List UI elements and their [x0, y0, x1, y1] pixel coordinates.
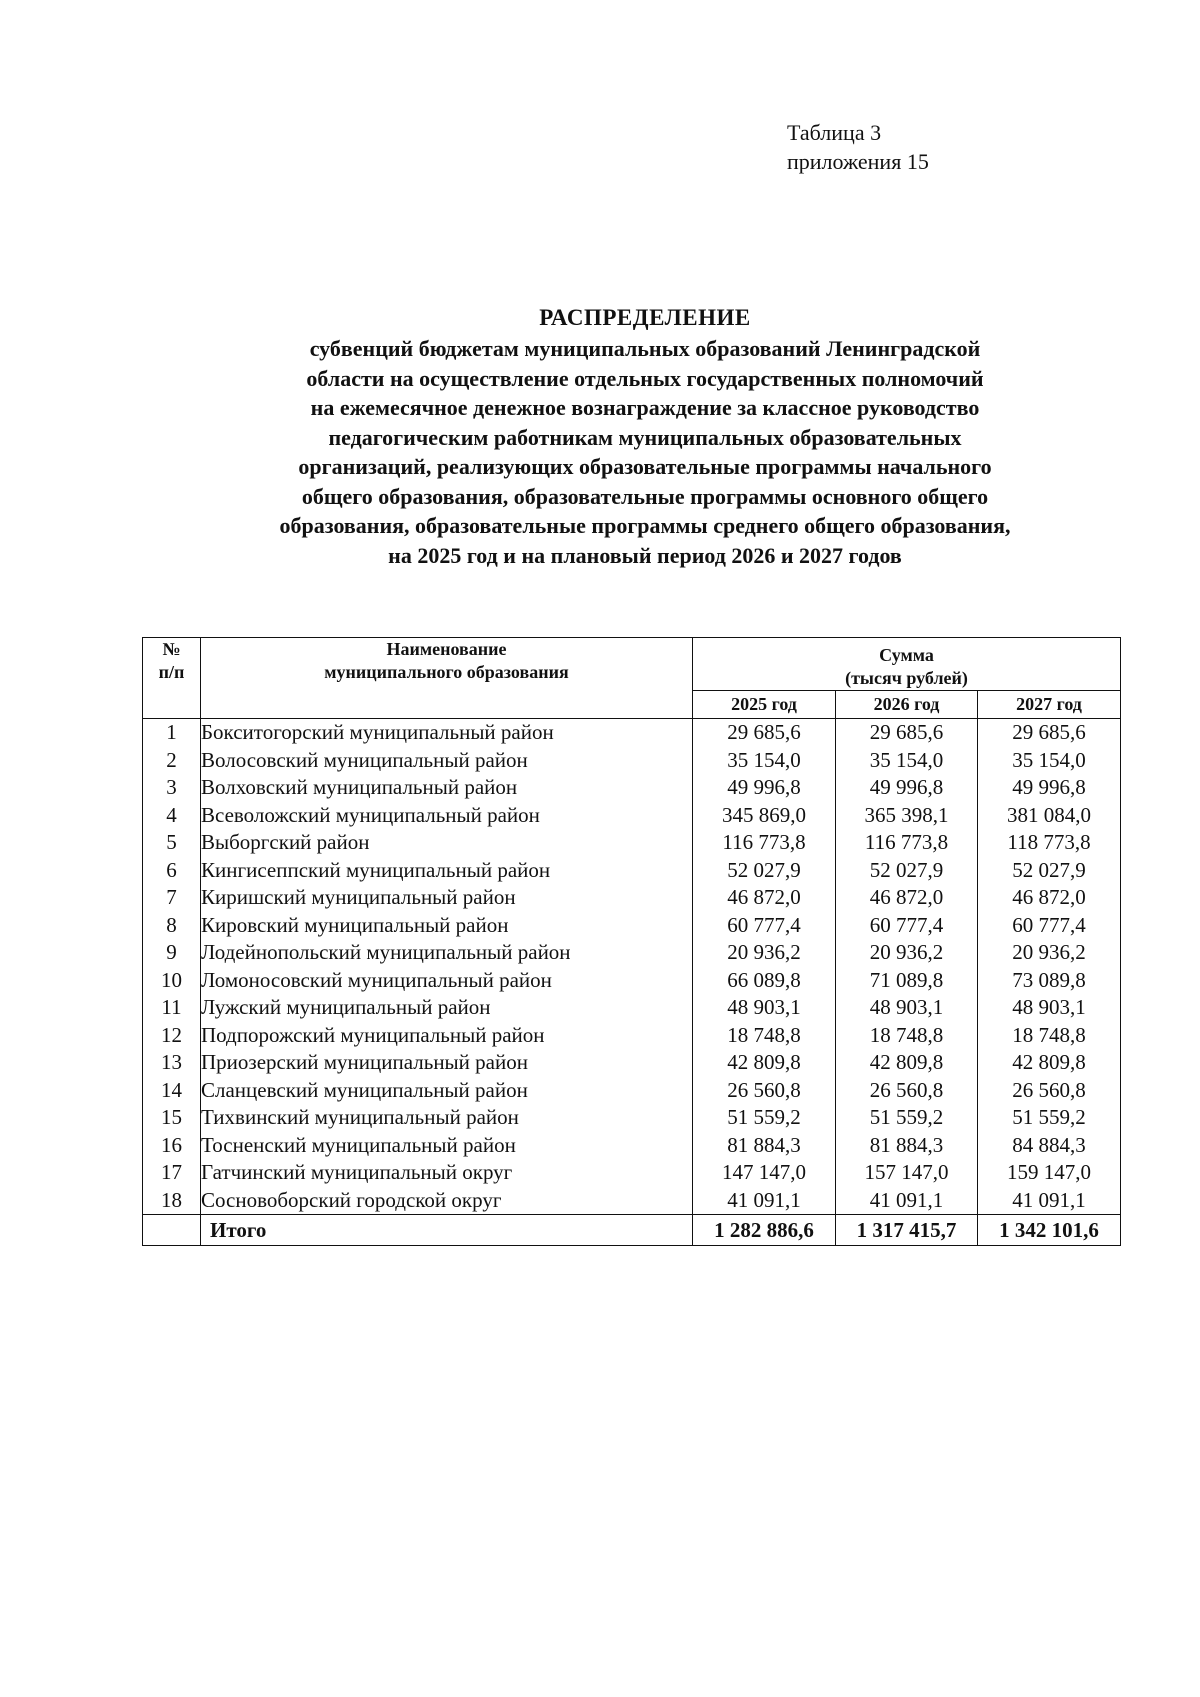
amount-2025: 42 809,8	[693, 1049, 836, 1077]
amount-2027: 20 936,2	[978, 939, 1121, 967]
municipality-name: Киришский муниципальный район	[201, 884, 693, 912]
header-row-number	[143, 638, 201, 719]
amount-2027: 159 147,0	[978, 1159, 1121, 1187]
table-row	[143, 939, 1121, 967]
amount-2027: 48 903,1	[978, 994, 1121, 1022]
table-reference-note	[787, 118, 929, 176]
amount-2026: 42 809,8	[836, 1049, 978, 1077]
row-number: 17	[143, 1159, 201, 1187]
total-label: Итого	[201, 1215, 693, 1246]
amount-2027: 18 748,8	[978, 1022, 1121, 1050]
header-number-sign: №	[162, 639, 181, 659]
row-number: 9	[143, 939, 201, 967]
header-sum	[693, 638, 1121, 691]
table-row	[143, 1132, 1121, 1160]
header-name-line2: муниципального образования	[324, 662, 569, 682]
table-row	[143, 719, 1121, 747]
table-body	[143, 719, 1121, 1246]
amount-2027: 46 872,0	[978, 884, 1121, 912]
amount-2027: 35 154,0	[978, 747, 1121, 775]
subtitle-line: субвенций бюджетам муниципальных образований Ленинградской	[309, 336, 981, 361]
amount-2026: 51 559,2	[836, 1104, 978, 1132]
amount-2027: 52 027,9	[978, 857, 1121, 885]
amount-2025: 26 560,8	[693, 1077, 836, 1105]
amount-2025: 66 089,8	[693, 967, 836, 995]
amount-2025: 48 903,1	[693, 994, 836, 1022]
table-row	[143, 1104, 1121, 1132]
total-2026: 1 317 415,7	[836, 1215, 978, 1246]
amount-2026: 41 091,1	[836, 1187, 978, 1215]
row-number: 15	[143, 1104, 201, 1132]
table-row	[143, 912, 1121, 940]
amount-2027: 26 560,8	[978, 1077, 1121, 1105]
document-subtitle	[150, 334, 1140, 570]
amount-2025: 41 091,1	[693, 1187, 836, 1215]
amount-2025: 345 869,0	[693, 802, 836, 830]
total-2025: 1 282 886,6	[693, 1215, 836, 1246]
amount-2026: 81 884,3	[836, 1132, 978, 1160]
amount-2027: 381 084,0	[978, 802, 1121, 830]
row-number: 11	[143, 994, 201, 1022]
table-row	[143, 1022, 1121, 1050]
row-number: 16	[143, 1132, 201, 1160]
table-row	[143, 857, 1121, 885]
header-name-line1: Наименование	[386, 639, 507, 659]
amount-2026: 35 154,0	[836, 747, 978, 775]
header-sum-line2: (тысяч рублей)	[845, 668, 968, 688]
municipality-name: Гатчинский муниципальный округ	[201, 1159, 693, 1187]
amount-2025: 116 773,8	[693, 829, 836, 857]
amount-2027: 60 777,4	[978, 912, 1121, 940]
table-row	[143, 802, 1121, 830]
amount-2026: 18 748,8	[836, 1022, 978, 1050]
amount-2025: 18 748,8	[693, 1022, 836, 1050]
header-year-2027: 2027 год	[978, 691, 1121, 719]
amount-2027: 84 884,3	[978, 1132, 1121, 1160]
header-sum-line1: Сумма	[879, 645, 934, 665]
amount-2025: 52 027,9	[693, 857, 836, 885]
municipality-name: Подпорожский муниципальный район	[201, 1022, 693, 1050]
municipality-name: Волосовский муниципальный район	[201, 747, 693, 775]
amount-2027: 41 091,1	[978, 1187, 1121, 1215]
amount-2026: 116 773,8	[836, 829, 978, 857]
total-number-cell	[143, 1215, 201, 1246]
table-row	[143, 747, 1121, 775]
municipality-name: Ломоносовский муниципальный район	[201, 967, 693, 995]
amount-2026: 49 996,8	[836, 774, 978, 802]
table-row	[143, 967, 1121, 995]
table-row	[143, 884, 1121, 912]
amount-2025: 147 147,0	[693, 1159, 836, 1187]
amount-2027: 42 809,8	[978, 1049, 1121, 1077]
subtitle-line: на 2025 год и на плановый период 2026 и 2027 годов	[388, 542, 902, 568]
amount-2026: 60 777,4	[836, 912, 978, 940]
table-row	[143, 1159, 1121, 1187]
row-number: 8	[143, 912, 201, 940]
amount-2026: 29 685,6	[836, 719, 978, 747]
amount-2025: 60 777,4	[693, 912, 836, 940]
municipality-name: Лодейнопольский муниципальный район	[201, 939, 693, 967]
amount-2026: 52 027,9	[836, 857, 978, 885]
document-heading	[150, 302, 1140, 570]
row-number: 13	[143, 1049, 201, 1077]
amount-2026: 46 872,0	[836, 884, 978, 912]
amount-2025: 29 685,6	[693, 719, 836, 747]
table-row	[143, 1049, 1121, 1077]
table-row	[143, 1187, 1121, 1215]
subtitle-line: организаций, реализующих образовательные программы начального	[298, 454, 992, 479]
row-number: 18	[143, 1187, 201, 1215]
row-number: 3	[143, 774, 201, 802]
subtitle-line: области на осуществление отдельных государственных полномочий	[306, 365, 984, 391]
total-row	[143, 1215, 1121, 1246]
municipality-name: Тихвинский муниципальный район	[201, 1104, 693, 1132]
document-title: РАСПРЕДЕЛЕНИЕ	[539, 305, 751, 330]
header-year-2026: 2026 год	[836, 691, 978, 719]
amount-2025: 49 996,8	[693, 774, 836, 802]
amount-2026: 157 147,0	[836, 1159, 978, 1187]
municipality-name: Волховский муниципальный район	[201, 774, 693, 802]
municipality-name: Кировский муниципальный район	[201, 912, 693, 940]
row-number: 2	[143, 747, 201, 775]
amount-2026: 26 560,8	[836, 1077, 978, 1105]
subtitle-line: на ежемесячное денежное вознаграждение за классное руководство	[310, 395, 980, 420]
amount-2025: 35 154,0	[693, 747, 836, 775]
header-year-2025: 2025 год	[693, 691, 836, 719]
amount-2025: 20 936,2	[693, 939, 836, 967]
row-number: 12	[143, 1022, 201, 1050]
municipality-name: Приозерский муниципальный район	[201, 1049, 693, 1077]
row-number: 14	[143, 1077, 201, 1105]
row-number: 5	[143, 829, 201, 857]
table-row	[143, 1077, 1121, 1105]
amount-2027: 49 996,8	[978, 774, 1121, 802]
amount-2027: 73 089,8	[978, 967, 1121, 995]
amount-2027: 29 685,6	[978, 719, 1121, 747]
municipality-name: Сосновоборский городской округ	[201, 1187, 693, 1215]
municipality-name: Сланцевский муниципальный район	[201, 1077, 693, 1105]
header-number-abbrev: п/п	[158, 662, 185, 682]
row-number: 4	[143, 802, 201, 830]
header-municipality-name	[201, 638, 693, 719]
municipality-name: Выборгский район	[201, 829, 693, 857]
table-row	[143, 829, 1121, 857]
amount-2027: 118 773,8	[978, 829, 1121, 857]
subtitle-line: образования, образовательные программы среднего общего образования,	[279, 513, 1011, 538]
appendix-number: приложения 15	[787, 149, 929, 174]
amount-2026: 365 398,1	[836, 802, 978, 830]
amount-2027: 51 559,2	[978, 1104, 1121, 1132]
amount-2025: 51 559,2	[693, 1104, 836, 1132]
row-number: 7	[143, 884, 201, 912]
subtitle-line: общего образования, образовательные программы основного общего	[301, 483, 989, 509]
amount-2025: 81 884,3	[693, 1132, 836, 1160]
municipality-name: Кингисеппский муниципальный район	[201, 857, 693, 885]
municipality-name: Всеволожский муниципальный район	[201, 802, 693, 830]
amount-2026: 48 903,1	[836, 994, 978, 1022]
row-number: 10	[143, 967, 201, 995]
row-number: 6	[143, 857, 201, 885]
amount-2025: 46 872,0	[693, 884, 836, 912]
subvention-distribution-table	[142, 637, 1121, 1246]
row-number: 1	[143, 719, 201, 747]
amount-2026: 71 089,8	[836, 967, 978, 995]
subtitle-line: педагогическим работникам муниципальных образовательных	[328, 424, 962, 450]
table-number: Таблица 3	[787, 120, 882, 145]
amount-2026: 20 936,2	[836, 939, 978, 967]
total-2027: 1 342 101,6	[978, 1215, 1121, 1246]
municipality-name: Бокситогорский муниципальный район	[201, 719, 693, 747]
municipality-name: Тосненский муниципальный район	[201, 1132, 693, 1160]
table-row	[143, 994, 1121, 1022]
table-row	[143, 774, 1121, 802]
municipality-name: Лужский муниципальный район	[201, 994, 693, 1022]
